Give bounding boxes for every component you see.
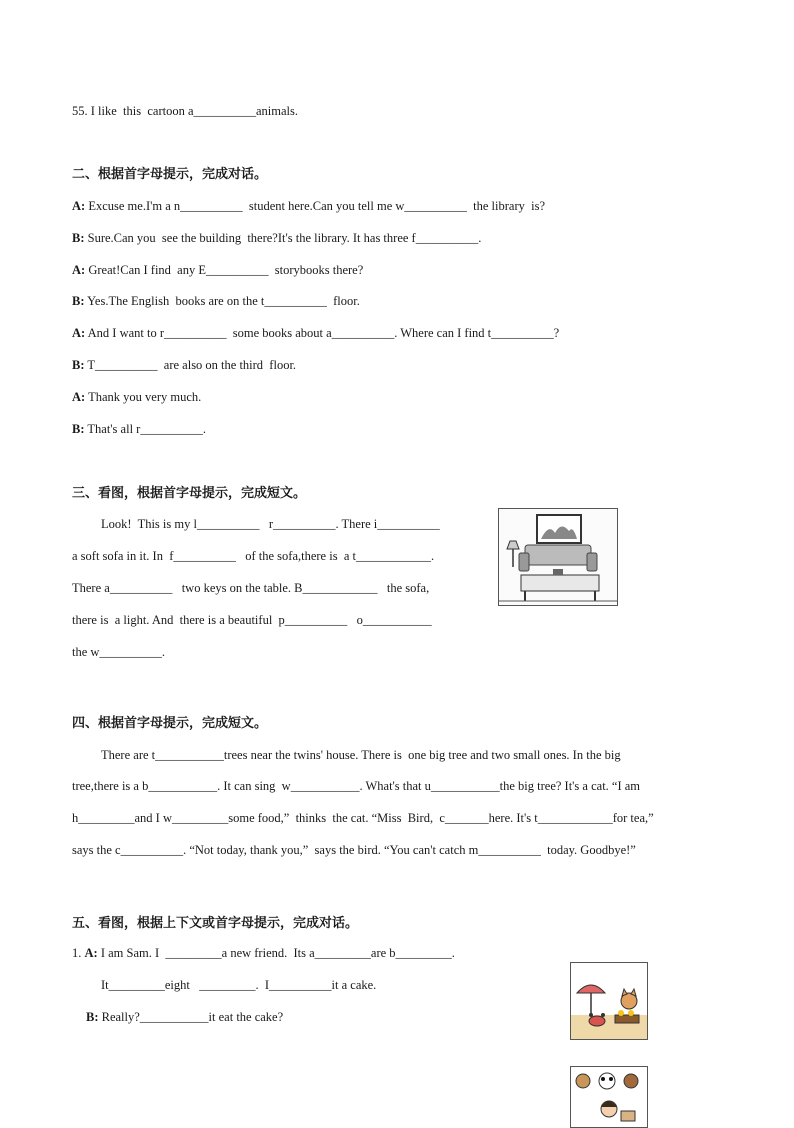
speaker-label: B: bbox=[72, 231, 85, 245]
dialogue-line bbox=[72, 945, 455, 961]
dialogue-line bbox=[72, 389, 201, 405]
dialogue-line bbox=[72, 421, 206, 437]
speaker-label: A: bbox=[72, 199, 86, 213]
dialogue-text: And I want to r__________ some books about a__________. Where can I find t__________? bbox=[85, 326, 560, 340]
passage-line: a soft sofa in it. In f__________ of the sofa,there is a t____________. bbox=[72, 549, 435, 563]
living-room-picture bbox=[498, 508, 618, 606]
dialogue-text: T__________ are also on the third floor. bbox=[84, 358, 297, 372]
dialogue-line bbox=[72, 198, 545, 214]
speaker-label: B: bbox=[72, 422, 85, 436]
dialogue-text: Excuse me.I'm a n__________ student here.Can you tell me w__________ the library is? bbox=[85, 199, 545, 213]
animals-girl-picture bbox=[570, 1066, 648, 1128]
dialogue-text: That's all r__________. bbox=[84, 422, 206, 436]
speaker-label: A: bbox=[72, 263, 86, 277]
section-5-heading: 五、看图，根据上下文或首字母提示，完成对话。 bbox=[72, 916, 359, 931]
section-4-heading: 四、根据首字母提示，完成短文。 bbox=[72, 716, 268, 731]
question-55: 55. I like this cartoon a__________animals. bbox=[72, 104, 299, 118]
passage-line: h_________and I w_________some food,” thinks the cat. “Miss Bird, c_______here. It's t____________for tea,” bbox=[72, 811, 654, 825]
dialogue-line: It_________eight _________. I__________it a cake. bbox=[101, 978, 377, 992]
section-2-heading: 二、根据首字母提示，完成对话。 bbox=[72, 167, 268, 182]
speaker-label: B: bbox=[72, 358, 85, 372]
dialogue-text: Great!Can I find any E__________ storybooks there? bbox=[85, 263, 364, 277]
passage-line: Look! This is my l__________ r__________. There i__________ bbox=[101, 517, 440, 531]
dialogue-line bbox=[72, 230, 481, 246]
passage-line: says the c__________. “Not today, thank you,” says the bird. “You can't catch m__________ today. Goodbye!” bbox=[72, 843, 636, 857]
dialogue-line bbox=[86, 1009, 283, 1025]
passage-line: There are t___________trees near the twins' house. There is one big tree and two small ones. In the big bbox=[101, 748, 621, 762]
dialogue-line bbox=[72, 293, 360, 309]
item-number: 1. bbox=[72, 946, 82, 960]
speaker-label: A: bbox=[72, 326, 86, 340]
dialogue-text: Really?___________it eat the cake? bbox=[98, 1010, 284, 1024]
dialogue-text: Sure.Can you see the building there?It's the library. It has three f__________. bbox=[84, 231, 482, 245]
passage-line: the w__________. bbox=[72, 645, 166, 659]
section-3-heading: 三、看图，根据首字母提示，完成短文。 bbox=[72, 486, 307, 501]
beach-animals-picture bbox=[570, 962, 648, 1040]
speaker-label: B: bbox=[72, 294, 85, 308]
dialogue-line bbox=[72, 262, 363, 278]
passage-line: there is a light. And there is a beautiful p__________ o___________ bbox=[72, 613, 432, 627]
dialogue-text: I am Sam. I _________a new friend. Its a_________are b_________. bbox=[97, 946, 455, 960]
speaker-label: A: bbox=[84, 946, 98, 960]
passage-line: There a__________ two keys on the table. B____________ the sofa, bbox=[72, 581, 430, 595]
speaker-label: A: bbox=[72, 390, 86, 404]
dialogue-line bbox=[72, 325, 559, 341]
passage-line: tree,there is a b___________. It can sing w___________. What's that u___________the big tree? It's a cat. “I am bbox=[72, 779, 641, 793]
speaker-label: B: bbox=[86, 1010, 99, 1024]
dialogue-text: Yes.The English books are on the t__________ floor. bbox=[84, 294, 360, 308]
dialogue-line bbox=[72, 357, 296, 373]
dialogue-text: Thank you very much. bbox=[85, 390, 202, 404]
